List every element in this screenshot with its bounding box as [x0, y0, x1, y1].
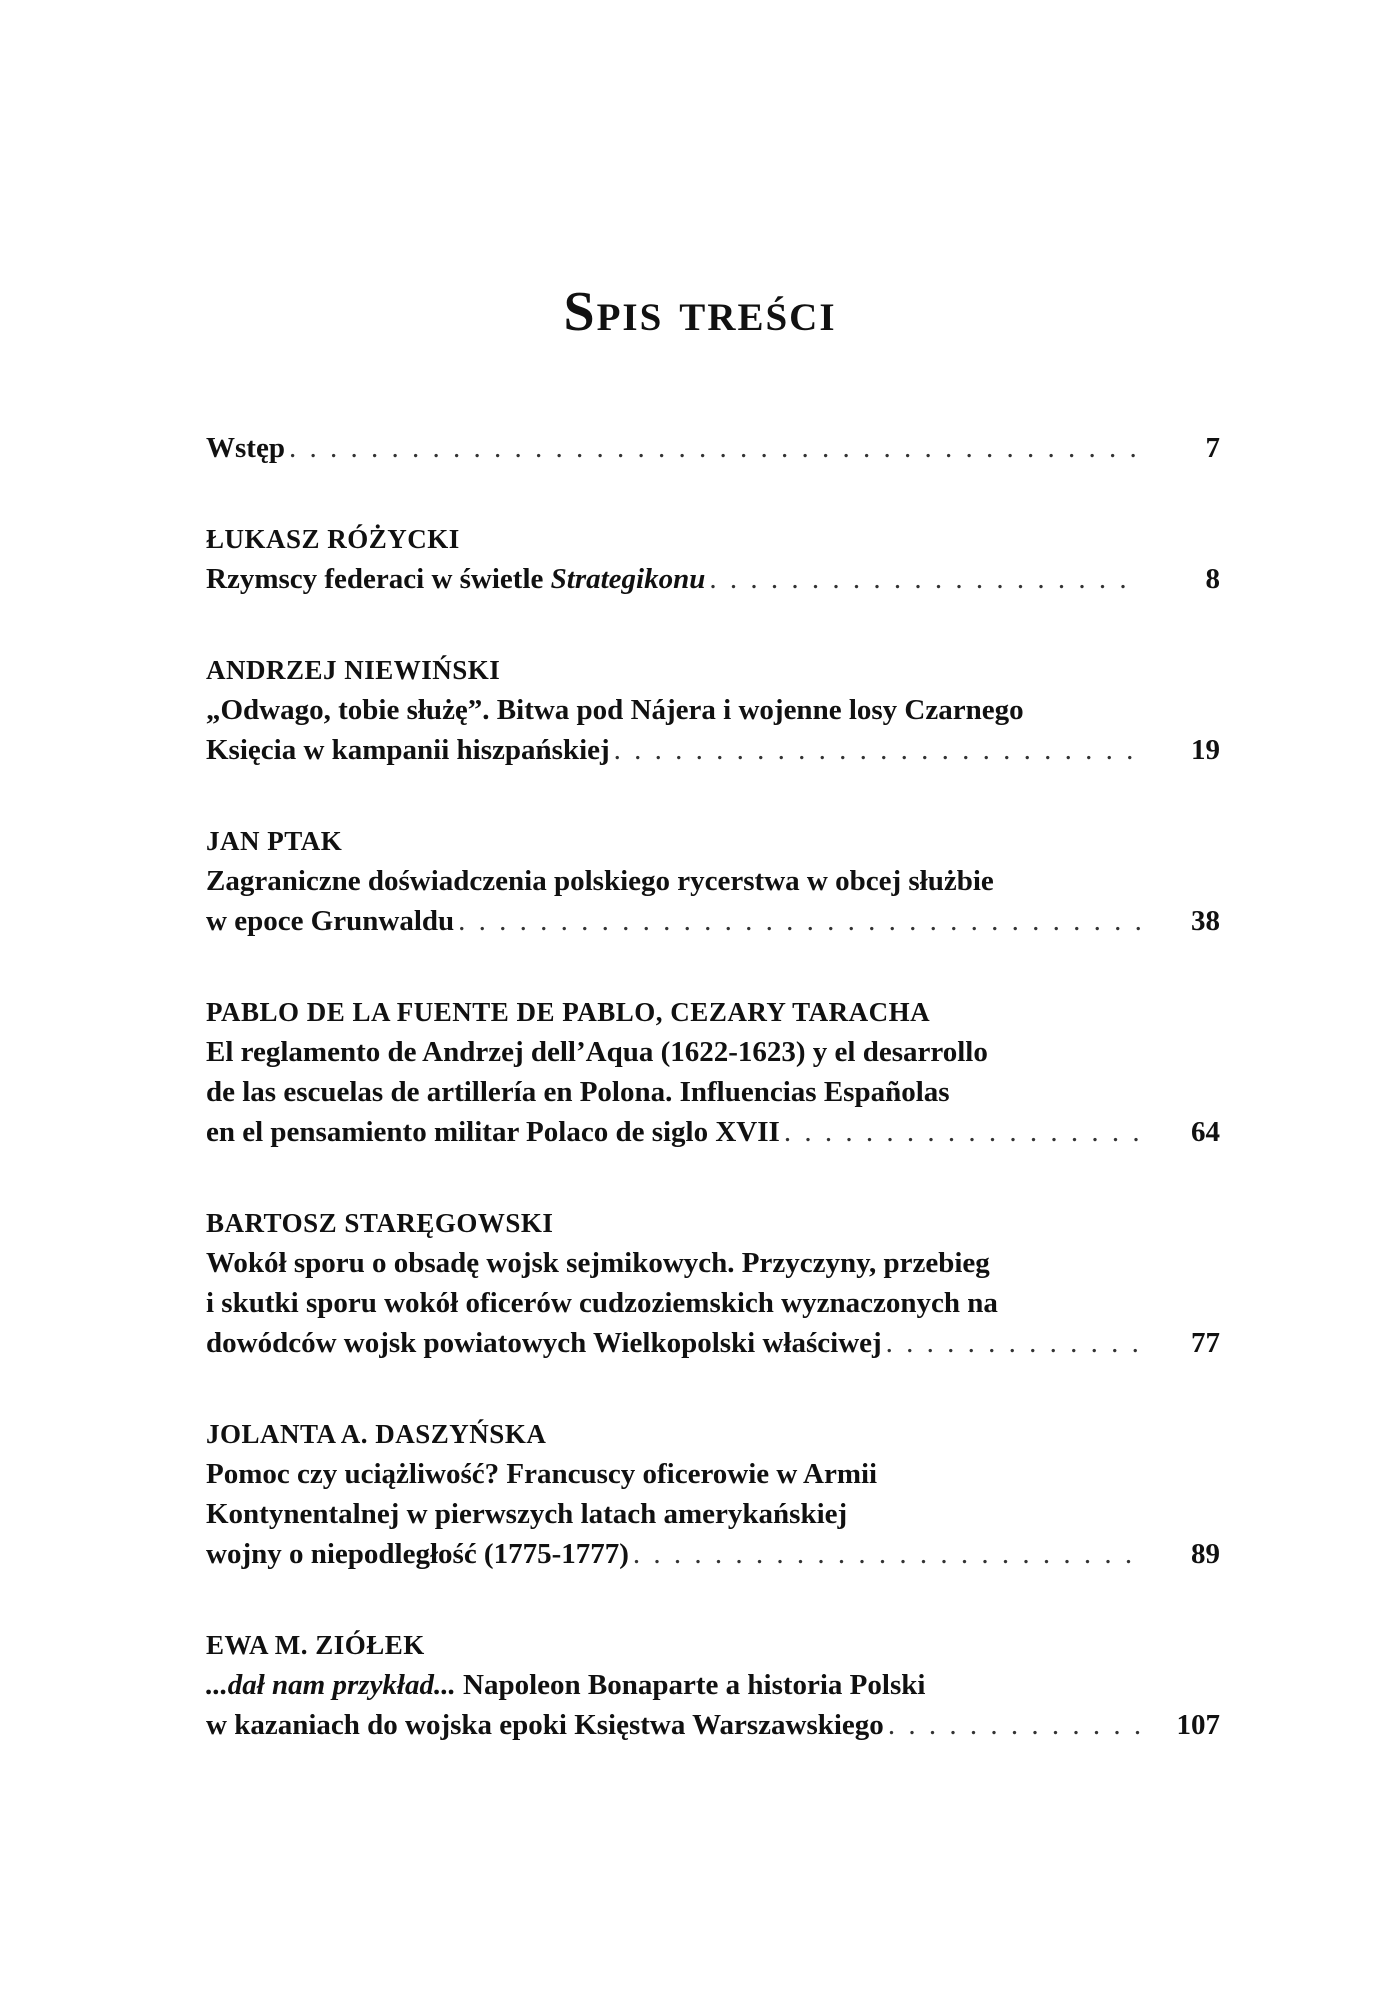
toc-entry [206, 821, 1220, 941]
toc-entry-title-end [206, 1323, 882, 1363]
toc-entry-page-number: 7 [1205, 432, 1220, 464]
page-title: Spis treści [563, 281, 837, 343]
toc-entry-title-text: dowódców wojsk powiatowych Wielkopolski właściwej [206, 1327, 882, 1359]
dot-leader [458, 901, 1140, 941]
toc-entry-page-number: 8 [1205, 563, 1220, 595]
toc-entry-title-text: Wstęp [206, 432, 285, 464]
toc-entry-title-text: Napoleon Bonaparte a historia Polski [455, 1669, 926, 1701]
toc-entry-author: JOLANTA A. DASZYŃSKA [206, 1419, 547, 1449]
toc-entry-title-italic: ...dał nam przykład... [206, 1669, 456, 1701]
toc-entry-title-end [206, 1534, 629, 1574]
toc-entry-page-number: 107 [1176, 1709, 1220, 1741]
toc-entry-author: PABLO DE LA FUENTE DE PABLO, CEZARY TARACHA [206, 997, 931, 1027]
toc-entry-last-line [206, 559, 1220, 599]
dot-leader [886, 1323, 1140, 1363]
toc-entry-last-line [206, 1323, 1220, 1363]
toc-entry-last-line [206, 730, 1220, 770]
toc-entry-title-text: Księcia w kampanii hiszpańskiej [206, 734, 610, 766]
toc-entry [206, 1203, 1220, 1363]
toc-entry-title-line: Zagraniczne doświadczenia polskiego rycerstwa w obcej służbie [206, 865, 994, 897]
toc-entry [206, 1414, 1220, 1574]
toc-entry-page-number: 19 [1191, 734, 1220, 766]
toc-entry-title-text: en el pensamiento militar Polaco de siglo XVII [206, 1116, 780, 1148]
toc-entry-title-end [206, 1112, 780, 1152]
toc-entry-last-line [206, 1534, 1220, 1574]
toc-entry-title-end [206, 1705, 884, 1745]
toc-entry-title-italic: Strategikonu [550, 563, 706, 595]
toc-entry [206, 1625, 1220, 1745]
dot-leader [633, 1534, 1140, 1574]
toc-entry-page-number: 77 [1191, 1327, 1220, 1359]
dot-leader [289, 428, 1140, 468]
toc-entry-page-number: 38 [1191, 905, 1220, 937]
toc-entry-title-line: de las escuelas de artillería en Polona. Influencias Españolas [206, 1076, 950, 1108]
toc-entry-page-number: 89 [1191, 1538, 1220, 1570]
toc-entry-author: ŁUKASZ RÓŻYCKI [206, 524, 460, 554]
toc-entry-last-line [206, 1112, 1220, 1152]
toc-entry [206, 992, 1220, 1152]
table-of-contents [206, 428, 1220, 1745]
toc-entry-last-line [206, 428, 1220, 468]
toc-entry-title-text: Rzymscy federaci w świetle [206, 563, 551, 595]
toc-entry [206, 428, 1220, 468]
toc-entry [206, 519, 1220, 599]
toc-entry-title-line: i skutki sporu wokół oficerów cudzoziemskich wyznaczonych na [206, 1287, 998, 1319]
toc-entry-title-text: w epoce Grunwaldu [206, 905, 455, 937]
dot-leader [888, 1705, 1140, 1745]
dot-leader [709, 559, 1140, 599]
toc-entry-title-end [206, 730, 610, 770]
toc-entry [206, 650, 1220, 770]
toc-entry-last-line [206, 1705, 1220, 1745]
toc-entry-title-line: El reglamento de Andrzej dell’Aqua (1622-1623) y el desarrollo [206, 1036, 988, 1068]
toc-entry-title-end [206, 428, 285, 468]
toc-entry-title-line: Wokół sporu o obsadę wojsk sejmikowych. Przyczyny, przebieg [206, 1247, 990, 1279]
toc-entry-page-number: 64 [1191, 1116, 1220, 1148]
toc-entry-author: BARTOSZ STARĘGOWSKI [206, 1208, 554, 1238]
toc-entry-title-text: w kazaniach do wojska epoki Księstwa Warszawskiego [206, 1709, 884, 1741]
toc-entry-title-line: Kontynentalnej w pierwszych latach amerykańskiej [206, 1498, 848, 1530]
toc-entry-last-line [206, 901, 1220, 941]
toc-entry-title-line: Pomoc czy uciążliwość? Francuscy oficerowie w Armii [206, 1458, 878, 1490]
toc-entry-title-text: wojny o niepodległość (1775-1777) [206, 1538, 629, 1570]
toc-entry-title-end [206, 901, 454, 941]
dot-leader [614, 730, 1140, 770]
dot-leader [784, 1112, 1140, 1152]
toc-entry-author: JAN PTAK [206, 826, 343, 856]
toc-entry-title-line: „Odwago, tobie służę”. Bitwa pod Nájera i wojenne losy Czarnego [206, 694, 1024, 726]
toc-entry-author: EWA M. ZIÓŁEK [206, 1630, 425, 1660]
toc-entry-title-end [206, 559, 705, 599]
toc-entry-author: ANDRZEJ NIEWIŃSKI [206, 655, 501, 685]
toc-entry-title-line [206, 1665, 1220, 1705]
